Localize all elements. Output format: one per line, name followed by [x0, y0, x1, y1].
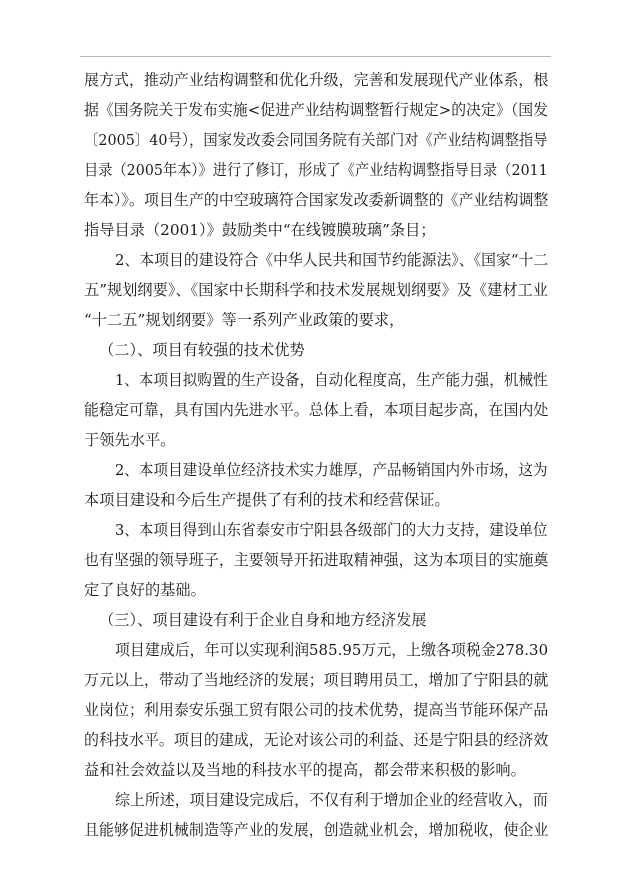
text-line: 指导目录（2001）》鼓励类中“在线镀膜玻璃”条目； — [84, 221, 436, 239]
text-line: “十二五”规划纲要》等一系列产业政策的要求， — [84, 311, 405, 329]
text-line: 能稳定可靠，具有国内先进水平。总体上看，本项目起步高，在国内处 — [84, 401, 549, 419]
text-line: 展方式，推动产业结构调整和优化升级，完善和发展现代产业体系，根 — [84, 71, 549, 89]
text-line: 也有坚强的领导班子，主要领导开拓进取精神强，这为本项目的实施奠 — [84, 551, 549, 569]
text-line: 2、本项目的建设符合《中华人民共和国节约能源法》、《国家“十二 — [115, 251, 549, 269]
text-line: 本项目建设和今后生产提供了有利的技术和经营保证。 — [84, 491, 450, 509]
text-line: 于领先水平。 — [84, 431, 176, 449]
text-line: 定了良好的基础。 — [84, 581, 206, 599]
section-heading: （二）、项目有较强的技术优势 — [99, 341, 305, 359]
text-line: 万元以上，带动了当地经济的发展；项目聘用员工，增加了宁阳县的就 — [84, 671, 549, 689]
text-line: 据《国务院关于发布实施<促进产业结构调整暂行规定>的决定》（国发 — [84, 101, 549, 119]
text-line: 益和社会效益以及当地的科技水平的提高，都会带来积极的影响。 — [84, 761, 526, 779]
text-line: 目录（2005年本）》进行了修订，形成了《产业结构调整指导目录（2011 — [84, 161, 548, 179]
text-line: 3、本项目得到山东省泰安市宁阳县各级部门的大力支持，建设单位 — [115, 521, 548, 539]
text-line: 1、本项目拟购置的生产设备，自动化程度高，生产能力强，机械性 — [115, 371, 548, 389]
text-line: 业岗位；利用泰安乐强工贸有限公司的技术优势，提高当节能环保产品 — [84, 701, 549, 719]
text-line: 五”规划纲要》、《国家中长期科学和技术发展规划纲要》及《建材工业 — [84, 281, 548, 299]
text-line: 项目建成后，年可以实现利润585.95万元，上缴各项税金278.30 — [115, 641, 549, 659]
text-line: 2、本项目建设单位经济技术实力雄厚，产品畅销国内外市场，这为 — [115, 461, 548, 479]
text-line: 综上所述，项目建设完成后，不仅有利于增加企业的经营收入，而 — [115, 791, 548, 809]
text-line: 且能够促进机械制造等产业的发展，创造就业机会，增加税收，使企业 — [84, 821, 549, 839]
text-line: 的科技水平。项目的建成，无论对该公司的利益、还是宁阳县的经济效 — [84, 731, 549, 749]
text-line: 〔2005〕40号），国家发改委会同国务院有关部门对《产业结构调整指导 — [84, 131, 548, 149]
section-heading: （三）、项目建设有利于企业自身和地方经济发展 — [99, 611, 427, 629]
text-line: 年本）》。项目生产的中空玻璃符合国家发改委新调整的《产业结构调整 — [84, 191, 549, 209]
